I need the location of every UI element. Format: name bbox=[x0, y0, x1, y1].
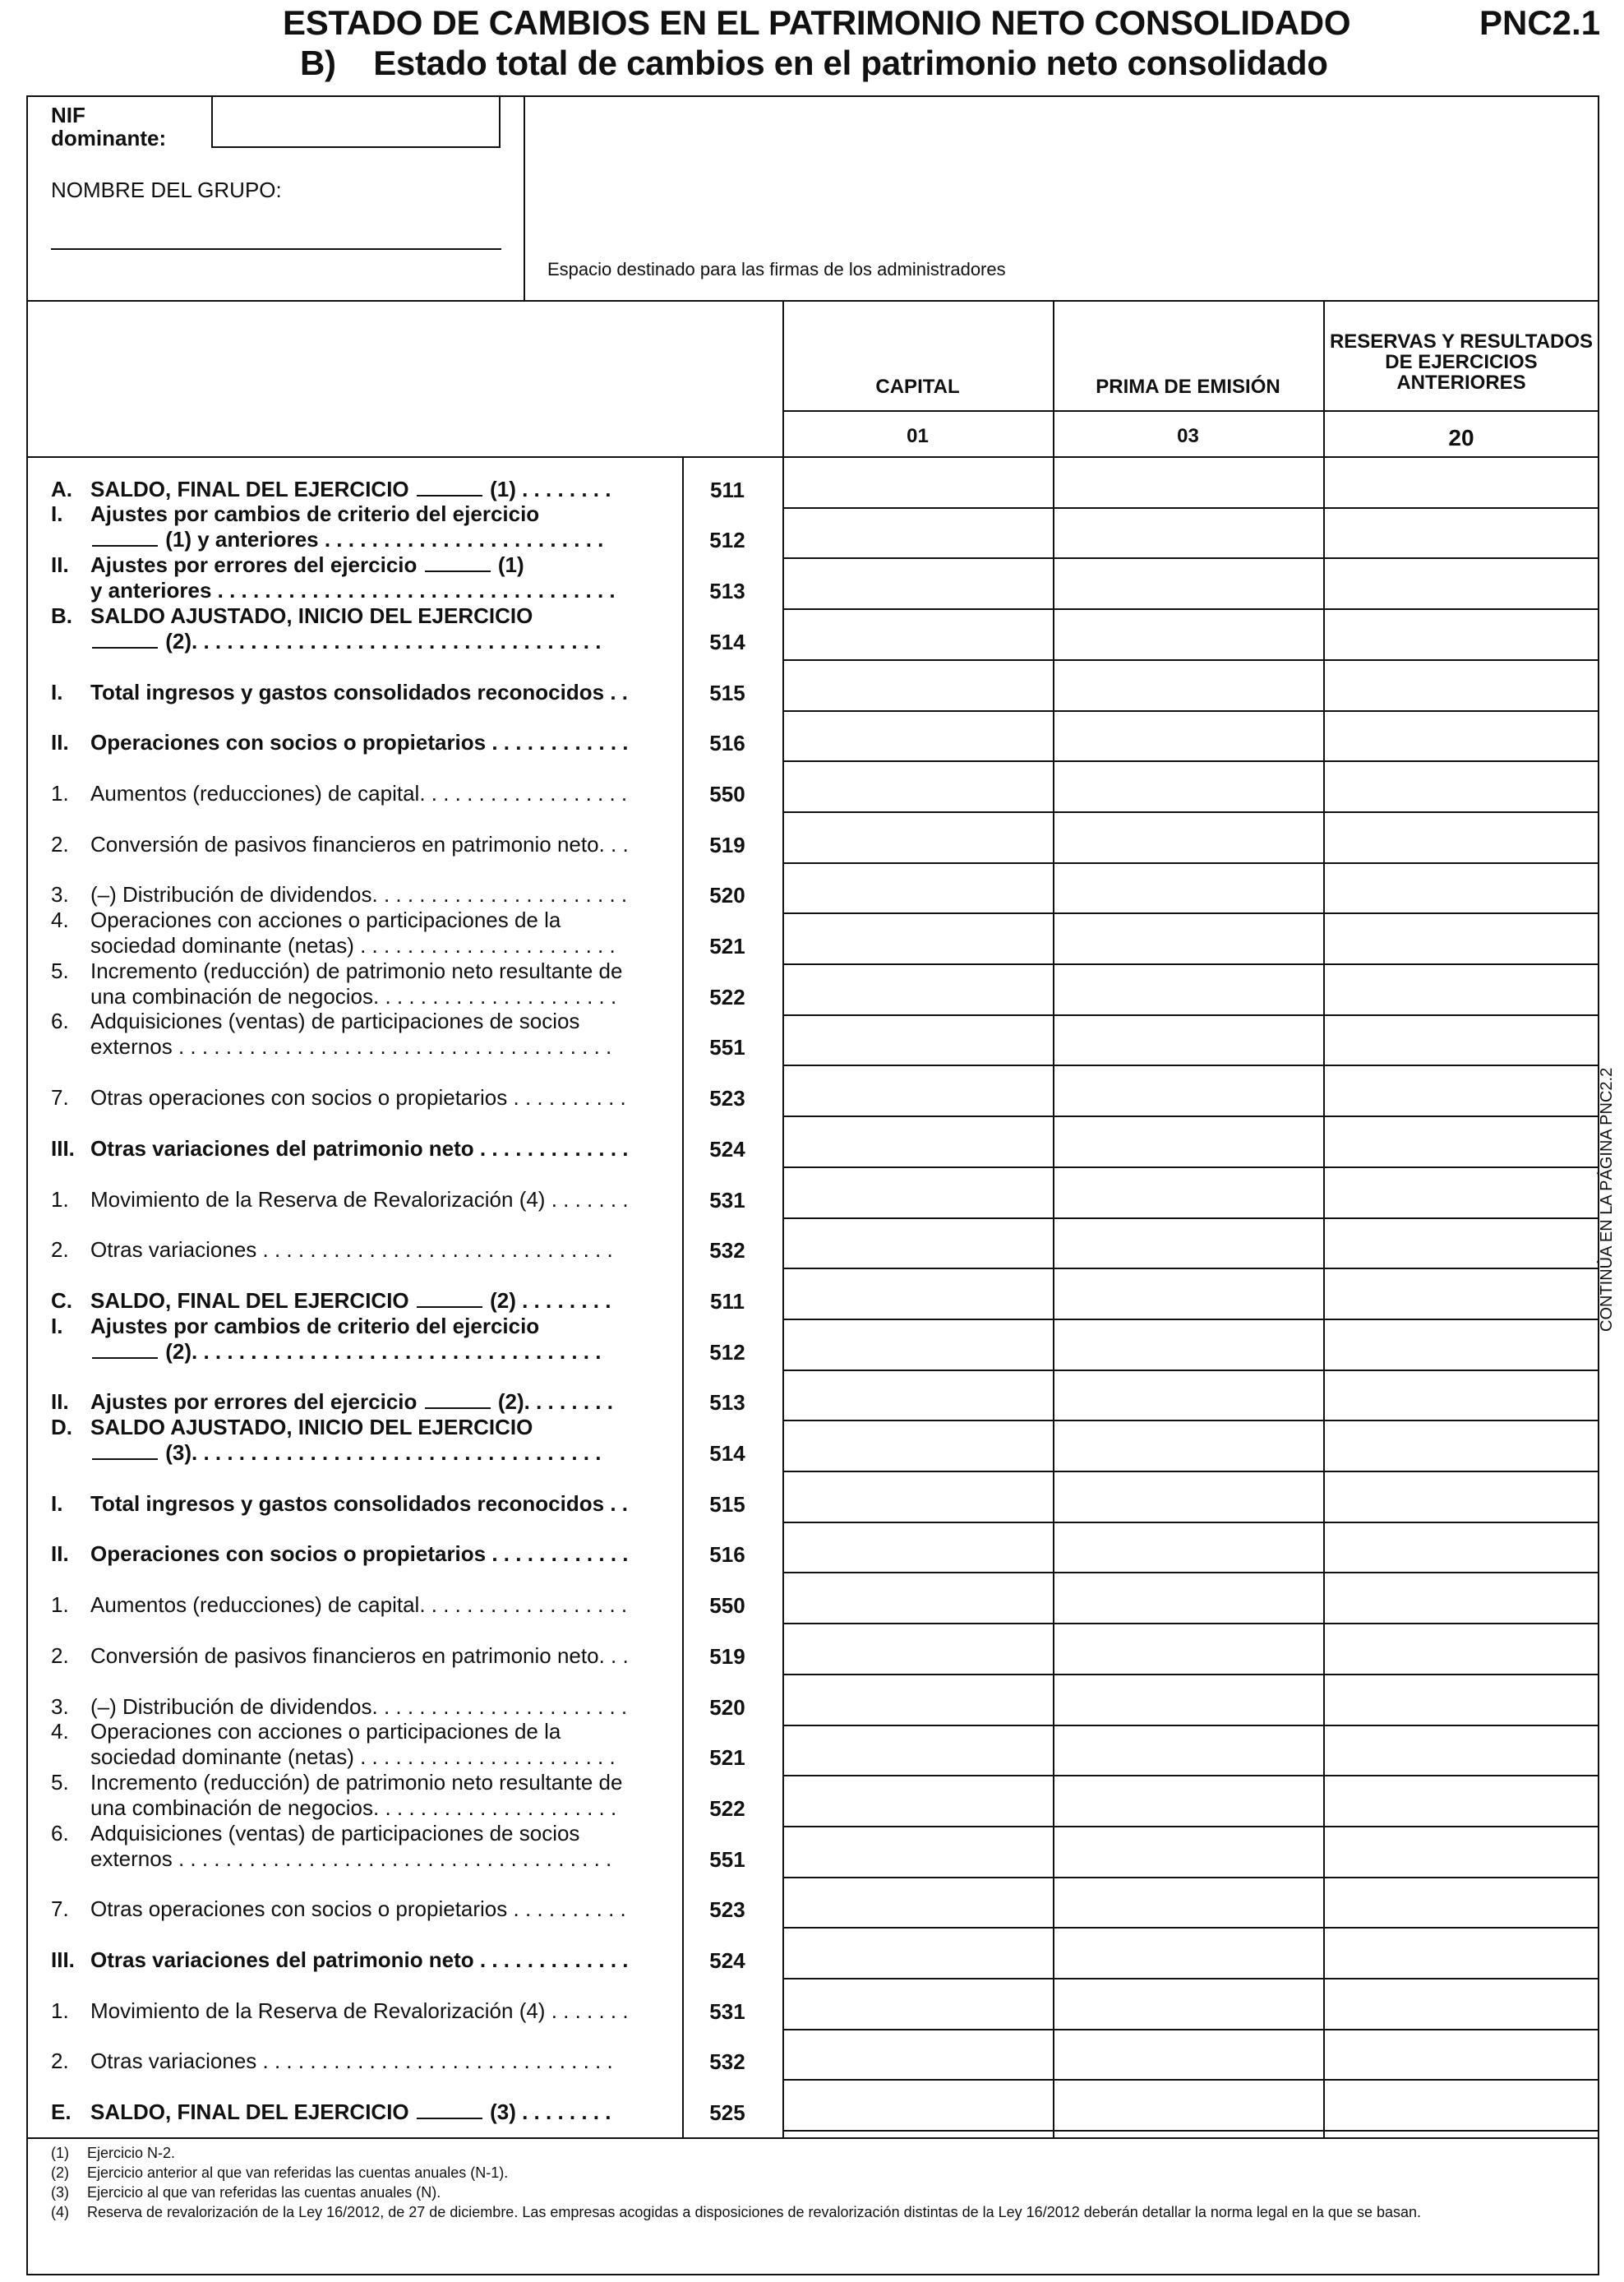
row-text: Incremento (reducción) de patrimonio neto resultante de una combinación de negocios. . . . . . . . . . . . . . . . . . . . . bbox=[90, 1770, 623, 1820]
row-code: 513 bbox=[709, 1390, 745, 1415]
row-number: III. bbox=[51, 1136, 75, 1161]
row-number: 6. bbox=[51, 1821, 69, 1845]
row-text: Conversión de pasivos financieros en patrimonio neto. . . bbox=[90, 832, 629, 857]
row-number: A. bbox=[51, 477, 72, 501]
row-label bbox=[51, 603, 661, 654]
form-title: ESTADO DE CAMBIOS EN EL PATRIMONIO NETO CONSOLIDADO bbox=[283, 3, 1351, 42]
value-cell[interactable] bbox=[1054, 1573, 1322, 1621]
col-capital-code: 01 bbox=[907, 425, 929, 447]
row-code: 523 bbox=[709, 1897, 745, 1922]
value-cell[interactable] bbox=[1325, 1675, 1598, 1723]
period-blank[interactable] bbox=[425, 1389, 491, 1409]
period-blank[interactable] bbox=[92, 527, 158, 547]
row-label bbox=[51, 1719, 661, 1770]
col-reservas-title: RESERVAS Y RESULTADOS DE EJERCICIOS ANTERIORES bbox=[1329, 330, 1594, 394]
value-cell[interactable] bbox=[784, 1929, 1051, 1976]
row-text: Movimiento de la Reserva de Revalorización (4) . . . . . . . bbox=[90, 1998, 629, 2023]
footnote bbox=[51, 2183, 441, 2201]
row-text: Otras operaciones con socios o propietarios . . . . . . . . . . bbox=[90, 1085, 626, 1110]
value-cell[interactable] bbox=[1054, 965, 1322, 1013]
row-text: SALDO, FINAL DEL EJERCICIO (2) . . . . . . . . bbox=[90, 1288, 611, 1313]
row-label bbox=[51, 1821, 661, 1872]
row-label bbox=[51, 1770, 661, 1821]
row-label bbox=[51, 1136, 661, 1162]
value-cell[interactable] bbox=[784, 864, 1051, 912]
row-code: 551 bbox=[709, 1847, 745, 1872]
value-cell[interactable] bbox=[784, 965, 1051, 1013]
value-cell[interactable] bbox=[1325, 1269, 1598, 1317]
value-cell[interactable] bbox=[784, 661, 1051, 709]
row-number: 7. bbox=[51, 1896, 69, 1921]
value-cell[interactable] bbox=[1325, 864, 1598, 912]
row-text: Conversión de pasivos financieros en patrimonio neto. . . bbox=[90, 1643, 629, 1668]
value-cell[interactable] bbox=[784, 1168, 1051, 1216]
value-cell[interactable] bbox=[1325, 1371, 1598, 1419]
row-number: I. bbox=[51, 1491, 63, 1516]
row-label bbox=[51, 1415, 661, 1466]
row-text: Operaciones con acciones o participaciones de la sociedad dominante (netas) . . . . . . . . . . . . . . . . . . . . . . bbox=[90, 1719, 616, 1769]
value-cell[interactable] bbox=[1054, 2030, 1322, 2078]
value-cell[interactable] bbox=[784, 458, 1051, 506]
row-label bbox=[51, 1643, 661, 1669]
value-cell[interactable] bbox=[784, 762, 1051, 810]
row-text: Aumentos (reducciones) de capital. . . . . . . . . . . . . . . . . . bbox=[90, 1592, 628, 1617]
col-prima-code: 03 bbox=[1177, 425, 1199, 447]
value-cell[interactable] bbox=[784, 1320, 1051, 1368]
value-cell[interactable] bbox=[1054, 1016, 1322, 1064]
row-code: 516 bbox=[709, 731, 745, 755]
row-label bbox=[51, 1694, 661, 1720]
row-number: 2. bbox=[51, 832, 69, 857]
row-label bbox=[51, 2100, 661, 2125]
row-number: 1. bbox=[51, 781, 69, 806]
value-cell[interactable] bbox=[1054, 1726, 1322, 1774]
row-number: B. bbox=[51, 603, 72, 628]
row-number: 2. bbox=[51, 1643, 69, 1668]
footnote-text: Ejercicio anterior al que van referidas las cuentas anuales (N-1). bbox=[87, 2164, 509, 2181]
value-cell[interactable] bbox=[1054, 762, 1322, 810]
value-cell[interactable] bbox=[1054, 458, 1322, 506]
row-code: 511 bbox=[710, 478, 745, 502]
value-cell[interactable] bbox=[1325, 1016, 1598, 1064]
row-label bbox=[51, 1389, 661, 1415]
row-label bbox=[51, 908, 661, 959]
value-cell[interactable] bbox=[1325, 1878, 1598, 1926]
continuation-note: CONTINÚA EN LA PÁGINA PNC2.2 bbox=[1598, 1067, 1616, 1332]
value-cell[interactable] bbox=[1325, 1979, 1598, 2027]
value-cell[interactable] bbox=[784, 1066, 1051, 1114]
row-number: I. bbox=[51, 1314, 63, 1338]
row-number: 3. bbox=[51, 1694, 69, 1719]
value-cell[interactable] bbox=[784, 1523, 1051, 1571]
value-cell[interactable] bbox=[1325, 559, 1598, 607]
col-prima-title: PRIMA DE EMISIÓN bbox=[1096, 376, 1280, 398]
row-number: 1. bbox=[51, 1187, 69, 1212]
row-label bbox=[51, 1085, 661, 1111]
row-number: 1. bbox=[51, 1592, 69, 1617]
row-number: 4. bbox=[51, 908, 69, 932]
row-number: I. bbox=[51, 501, 63, 526]
value-cell[interactable] bbox=[1054, 712, 1322, 760]
value-cell[interactable] bbox=[784, 1421, 1051, 1469]
row-text: Aumentos (reducciones) de capital. . . . . . . . . . . . . . . . . . bbox=[90, 781, 628, 806]
value-cell[interactable] bbox=[784, 1827, 1051, 1875]
value-cell[interactable] bbox=[1054, 2081, 1322, 2128]
footnote-number: (2) bbox=[51, 2164, 69, 2181]
row-label bbox=[51, 1009, 661, 1060]
value-cell[interactable] bbox=[1054, 559, 1322, 607]
value-cell[interactable] bbox=[1325, 1827, 1598, 1875]
value-cell[interactable] bbox=[784, 813, 1051, 861]
value-cell[interactable] bbox=[784, 1624, 1051, 1672]
row-code: 531 bbox=[709, 1188, 745, 1213]
row-text: Operaciones con acciones o participaciones de la sociedad dominante (netas) . . . . . . . . . . . . . . . . . . . . . . bbox=[90, 908, 616, 958]
value-cell[interactable] bbox=[1054, 914, 1322, 962]
value-cell[interactable] bbox=[784, 1726, 1051, 1774]
row-number: D. bbox=[51, 1415, 72, 1439]
row-label bbox=[51, 1288, 661, 1314]
group-name-label: NOMBRE DEL GRUPO: bbox=[51, 178, 282, 202]
row-code: 531 bbox=[709, 1999, 745, 2024]
row-text: Operaciones con socios o propietarios . . . . . . . . . . . . bbox=[90, 1541, 629, 1566]
row-text: Ajustes por errores del ejercicio (2). . . . . . . . bbox=[90, 1389, 613, 1414]
row-code: 511 bbox=[710, 1289, 745, 1314]
value-cell[interactable] bbox=[784, 1219, 1051, 1267]
footnote-number: (1) bbox=[51, 2145, 69, 2161]
value-cell[interactable] bbox=[1325, 1320, 1598, 1368]
row-label bbox=[51, 781, 661, 806]
row-code: 519 bbox=[709, 833, 745, 857]
value-cell[interactable] bbox=[784, 914, 1051, 962]
row-text: Movimiento de la Reserva de Revalorización (4) . . . . . . . bbox=[90, 1187, 629, 1212]
value-cell[interactable] bbox=[784, 2081, 1051, 2128]
row-text: Adquisiciones (ventas) de participaciones de socios externos . . . . . . . . . . . . . . . . . . . . . . . . . . . . . . . . . . . . . bbox=[90, 1009, 612, 1059]
value-cell[interactable] bbox=[1054, 1269, 1322, 1317]
row-label bbox=[51, 680, 661, 705]
value-cell[interactable] bbox=[784, 712, 1051, 760]
row-label bbox=[51, 1541, 661, 1567]
value-cell[interactable] bbox=[1054, 1117, 1322, 1165]
row-text: SALDO AJUSTADO, INICIO DEL EJERCICIO (2). . . . . . . . . . . . . . . . . . . . . . . . . . . . . . . . . . . bbox=[90, 603, 602, 654]
row-text: Ajustes por cambios de criterio del ejercicio (2). . . . . . . . . . . . . . . . . . . . . . . . . . . . . . . . . . . bbox=[90, 1314, 602, 1364]
row-text: SALDO AJUSTADO, INICIO DEL EJERCICIO (3). . . . . . . . . . . . . . . . . . . . . . . . . . . . . . . . . . . bbox=[90, 1415, 602, 1465]
value-cell[interactable] bbox=[1054, 1979, 1322, 2027]
value-cell[interactable] bbox=[1325, 2081, 1598, 2128]
value-cell[interactable] bbox=[784, 610, 1051, 658]
value-cell[interactable] bbox=[784, 1979, 1051, 2027]
row-label bbox=[51, 832, 661, 857]
row-text: (–) Distribución de dividendos. . . . . . . . . . . . . . . . . . . . . . bbox=[90, 882, 628, 907]
footnote bbox=[51, 2203, 1421, 2221]
value-cell[interactable] bbox=[784, 2030, 1051, 2078]
col-capital-title: CAPITAL bbox=[875, 376, 960, 398]
row-text: Ajustes por errores del ejercicio (1) y anteriores . . . . . . . . . . . . . . . . . . . . . . . . . . . . . . . . . . bbox=[90, 552, 616, 603]
footnote-text: Ejercicio N-2. bbox=[87, 2145, 176, 2161]
row-code: 550 bbox=[709, 1593, 745, 1618]
row-text: Adquisiciones (ventas) de participaciones de socios externos . . . . . . . . . . . . . . . . . . . . . . . . . . . . . . . . . . . . . bbox=[90, 1821, 612, 1871]
value-cell[interactable] bbox=[784, 1269, 1051, 1317]
row-text: Otras variaciones . . . . . . . . . . . . . . . . . . . . . . . . . . . . . . bbox=[90, 1237, 613, 1262]
period-blank[interactable] bbox=[92, 1440, 158, 1460]
row-code: 524 bbox=[709, 1948, 745, 1973]
footnote-text: Reserva de revalorización de la Ley 16/2012, de 27 de diciembre. Las empresas acogidas a disposiciones de revalorización distintas de la Ley 16/2012 deberán detallar la norma legal en la que se basan. bbox=[87, 2204, 1422, 2220]
row-label bbox=[51, 1998, 661, 2024]
value-cell[interactable] bbox=[1054, 1168, 1322, 1216]
value-cell[interactable] bbox=[784, 1573, 1051, 1621]
row-code: 522 bbox=[709, 1796, 745, 1821]
period-blank[interactable] bbox=[417, 2100, 482, 2119]
row-label bbox=[51, 730, 661, 755]
row-code: 523 bbox=[709, 1086, 745, 1111]
row-code: 521 bbox=[709, 1745, 745, 1770]
page-code: PNC2.1 bbox=[1479, 3, 1601, 42]
footnote-number: (4) bbox=[51, 2204, 69, 2220]
value-cell[interactable] bbox=[1054, 610, 1322, 658]
value-cell[interactable] bbox=[784, 1675, 1051, 1723]
value-cell[interactable] bbox=[1325, 1726, 1598, 1774]
value-cell[interactable] bbox=[784, 1016, 1051, 1064]
row-code: 520 bbox=[709, 883, 745, 908]
value-cell[interactable] bbox=[1054, 1421, 1322, 1469]
value-cell[interactable] bbox=[784, 1117, 1051, 1165]
period-blank[interactable] bbox=[92, 1339, 158, 1359]
value-cell[interactable] bbox=[1325, 1573, 1598, 1621]
row-label bbox=[51, 1237, 661, 1263]
footnote bbox=[51, 2164, 508, 2182]
value-cell[interactable] bbox=[1325, 1168, 1598, 1216]
value-cell[interactable] bbox=[1325, 1929, 1598, 1976]
value-cell[interactable] bbox=[784, 509, 1051, 557]
row-label bbox=[51, 1187, 661, 1213]
row-number: 6. bbox=[51, 1009, 69, 1033]
value-cell[interactable] bbox=[1325, 661, 1598, 709]
value-cell[interactable] bbox=[1054, 1624, 1322, 1672]
col-reservas-code: 20 bbox=[1448, 425, 1474, 450]
row-text: Incremento (reducción) de patrimonio neto resultante de una combinación de negocios. . . . . . . . . . . . . . . . . . . . . bbox=[90, 959, 623, 1009]
value-cell[interactable] bbox=[1054, 1776, 1322, 1824]
value-cell[interactable] bbox=[784, 1371, 1051, 1419]
value-cell[interactable] bbox=[1325, 1776, 1598, 1824]
row-label bbox=[51, 959, 661, 1009]
row-label bbox=[51, 501, 661, 552]
form-subtitle: B) Estado total de cambios en el patrimonio neto consolidado bbox=[300, 44, 1328, 82]
row-number: E. bbox=[51, 2100, 72, 2124]
value-cell[interactable] bbox=[1054, 1320, 1322, 1368]
row-code: 514 bbox=[709, 1441, 745, 1466]
footnote-number: (3) bbox=[51, 2184, 69, 2201]
value-cell[interactable] bbox=[1054, 661, 1322, 709]
row-label bbox=[51, 882, 661, 908]
value-cell[interactable] bbox=[1325, 2030, 1598, 2078]
value-cell[interactable] bbox=[1325, 509, 1598, 557]
row-code: 512 bbox=[709, 1340, 745, 1365]
value-cell[interactable] bbox=[1325, 610, 1598, 658]
value-cell[interactable] bbox=[1325, 1117, 1598, 1165]
row-code: 520 bbox=[709, 1695, 745, 1720]
value-cell[interactable] bbox=[1054, 509, 1322, 557]
footnote bbox=[51, 2144, 175, 2162]
value-cell[interactable] bbox=[1054, 1219, 1322, 1267]
row-label bbox=[51, 1947, 661, 1973]
row-number: 5. bbox=[51, 959, 69, 983]
row-code: 522 bbox=[709, 985, 745, 1009]
row-code: 532 bbox=[709, 1238, 745, 1263]
value-cell[interactable] bbox=[1054, 1929, 1322, 1976]
row-label bbox=[51, 1592, 661, 1618]
row-number: 5. bbox=[51, 1770, 69, 1795]
row-text: Total ingresos y gastos consolidados reconocidos . . bbox=[90, 1491, 628, 1516]
row-label bbox=[51, 1896, 661, 1922]
value-cell[interactable] bbox=[1325, 712, 1598, 760]
footnote-text: Ejercicio al que van referidas las cuentas anuales (N). bbox=[87, 2184, 441, 2201]
row-label bbox=[51, 1314, 661, 1365]
row-code: 512 bbox=[709, 528, 745, 552]
group-name-input[interactable] bbox=[51, 248, 501, 250]
row-code: 521 bbox=[709, 934, 745, 959]
row-code: 519 bbox=[709, 1644, 745, 1669]
row-text: Operaciones con socios o propietarios . . . . . . . . . . . . bbox=[90, 730, 629, 755]
row-code: 513 bbox=[709, 579, 745, 603]
row-code: 515 bbox=[709, 681, 745, 705]
value-cell[interactable] bbox=[1054, 1472, 1322, 1520]
row-code: 550 bbox=[709, 782, 745, 806]
value-cell[interactable] bbox=[1325, 1066, 1598, 1114]
value-cell[interactable] bbox=[1325, 1472, 1598, 1520]
value-cell[interactable] bbox=[1325, 1421, 1598, 1469]
row-text: Total ingresos y gastos consolidados reconocidos . . bbox=[90, 680, 628, 704]
row-label bbox=[51, 2049, 661, 2074]
row-code: 516 bbox=[709, 1542, 745, 1567]
row-text: SALDO, FINAL DEL EJERCICIO (3) . . . . . . . . bbox=[90, 2100, 611, 2124]
row-text: Ajustes por cambios de criterio del ejercicio (1) y anteriores . . . . . . . . . . . . . . . . . . . . . . . . bbox=[90, 501, 604, 552]
value-cell[interactable] bbox=[784, 1776, 1051, 1824]
row-number: 1. bbox=[51, 1998, 69, 2023]
value-cell[interactable] bbox=[1054, 1066, 1322, 1114]
value-cell[interactable] bbox=[1325, 813, 1598, 861]
row-number: 2. bbox=[51, 2049, 69, 2073]
value-cell[interactable] bbox=[784, 1878, 1051, 1926]
row-text: Otras variaciones del patrimonio neto . . . . . . . . . . . . . bbox=[90, 1136, 629, 1161]
row-code: 525 bbox=[709, 2100, 745, 2125]
row-text: Otras variaciones del patrimonio neto . . . . . . . . . . . . . bbox=[90, 1947, 629, 1972]
row-text: Otras operaciones con socios o propietarios . . . . . . . . . . bbox=[90, 1896, 626, 1921]
value-cell[interactable] bbox=[1325, 1624, 1598, 1672]
row-code: 524 bbox=[709, 1137, 745, 1162]
value-cell[interactable] bbox=[1054, 1827, 1322, 1875]
row-label bbox=[51, 1491, 661, 1517]
row-number: I. bbox=[51, 680, 63, 704]
value-cell[interactable] bbox=[1325, 458, 1598, 506]
row-label bbox=[51, 552, 661, 603]
value-cell[interactable] bbox=[1325, 762, 1598, 810]
row-text: SALDO, FINAL DEL EJERCICIO (1) . . . . . . . . bbox=[90, 477, 611, 501]
value-cell[interactable] bbox=[1054, 813, 1322, 861]
value-cell[interactable] bbox=[1325, 914, 1598, 962]
value-cell[interactable] bbox=[784, 1472, 1051, 1520]
row-code: 532 bbox=[709, 2049, 745, 2074]
row-number: II. bbox=[51, 730, 69, 755]
row-label bbox=[51, 477, 661, 502]
period-blank[interactable] bbox=[425, 552, 491, 572]
period-blank[interactable] bbox=[417, 477, 482, 497]
value-cell[interactable] bbox=[1054, 864, 1322, 912]
value-cell[interactable] bbox=[1054, 1523, 1322, 1571]
row-code: 515 bbox=[709, 1492, 745, 1517]
row-number: C. bbox=[51, 1288, 72, 1313]
nif-label: NIF dominante: bbox=[51, 103, 167, 150]
row-number: II. bbox=[51, 1389, 69, 1414]
row-code: 551 bbox=[709, 1035, 745, 1060]
row-text: Otras variaciones . . . . . . . . . . . . . . . . . . . . . . . . . . . . . . bbox=[90, 2049, 613, 2073]
value-cell[interactable] bbox=[1325, 1523, 1598, 1571]
value-cell[interactable] bbox=[1325, 1219, 1598, 1267]
value-cell[interactable] bbox=[1054, 1878, 1322, 1926]
row-number: 4. bbox=[51, 1719, 69, 1744]
period-blank[interactable] bbox=[417, 1288, 482, 1308]
row-text: (–) Distribución de dividendos. . . . . . . . . . . . . . . . . . . . . . bbox=[90, 1694, 628, 1719]
row-number: 7. bbox=[51, 1085, 69, 1110]
row-number: II. bbox=[51, 552, 69, 577]
row-number: 2. bbox=[51, 1237, 69, 1262]
row-number: II. bbox=[51, 1541, 69, 1566]
nif-input[interactable] bbox=[211, 95, 501, 148]
row-number: 3. bbox=[51, 882, 69, 907]
signatures-label: Espacio destinado para las firmas de los administradores bbox=[547, 259, 1006, 279]
period-blank[interactable] bbox=[92, 629, 158, 649]
value-cell[interactable] bbox=[784, 559, 1051, 607]
value-cell[interactable] bbox=[1054, 1371, 1322, 1419]
row-code: 514 bbox=[709, 630, 745, 654]
value-cell[interactable] bbox=[1054, 1675, 1322, 1723]
row-number: III. bbox=[51, 1947, 75, 1972]
value-cell[interactable] bbox=[1325, 965, 1598, 1013]
